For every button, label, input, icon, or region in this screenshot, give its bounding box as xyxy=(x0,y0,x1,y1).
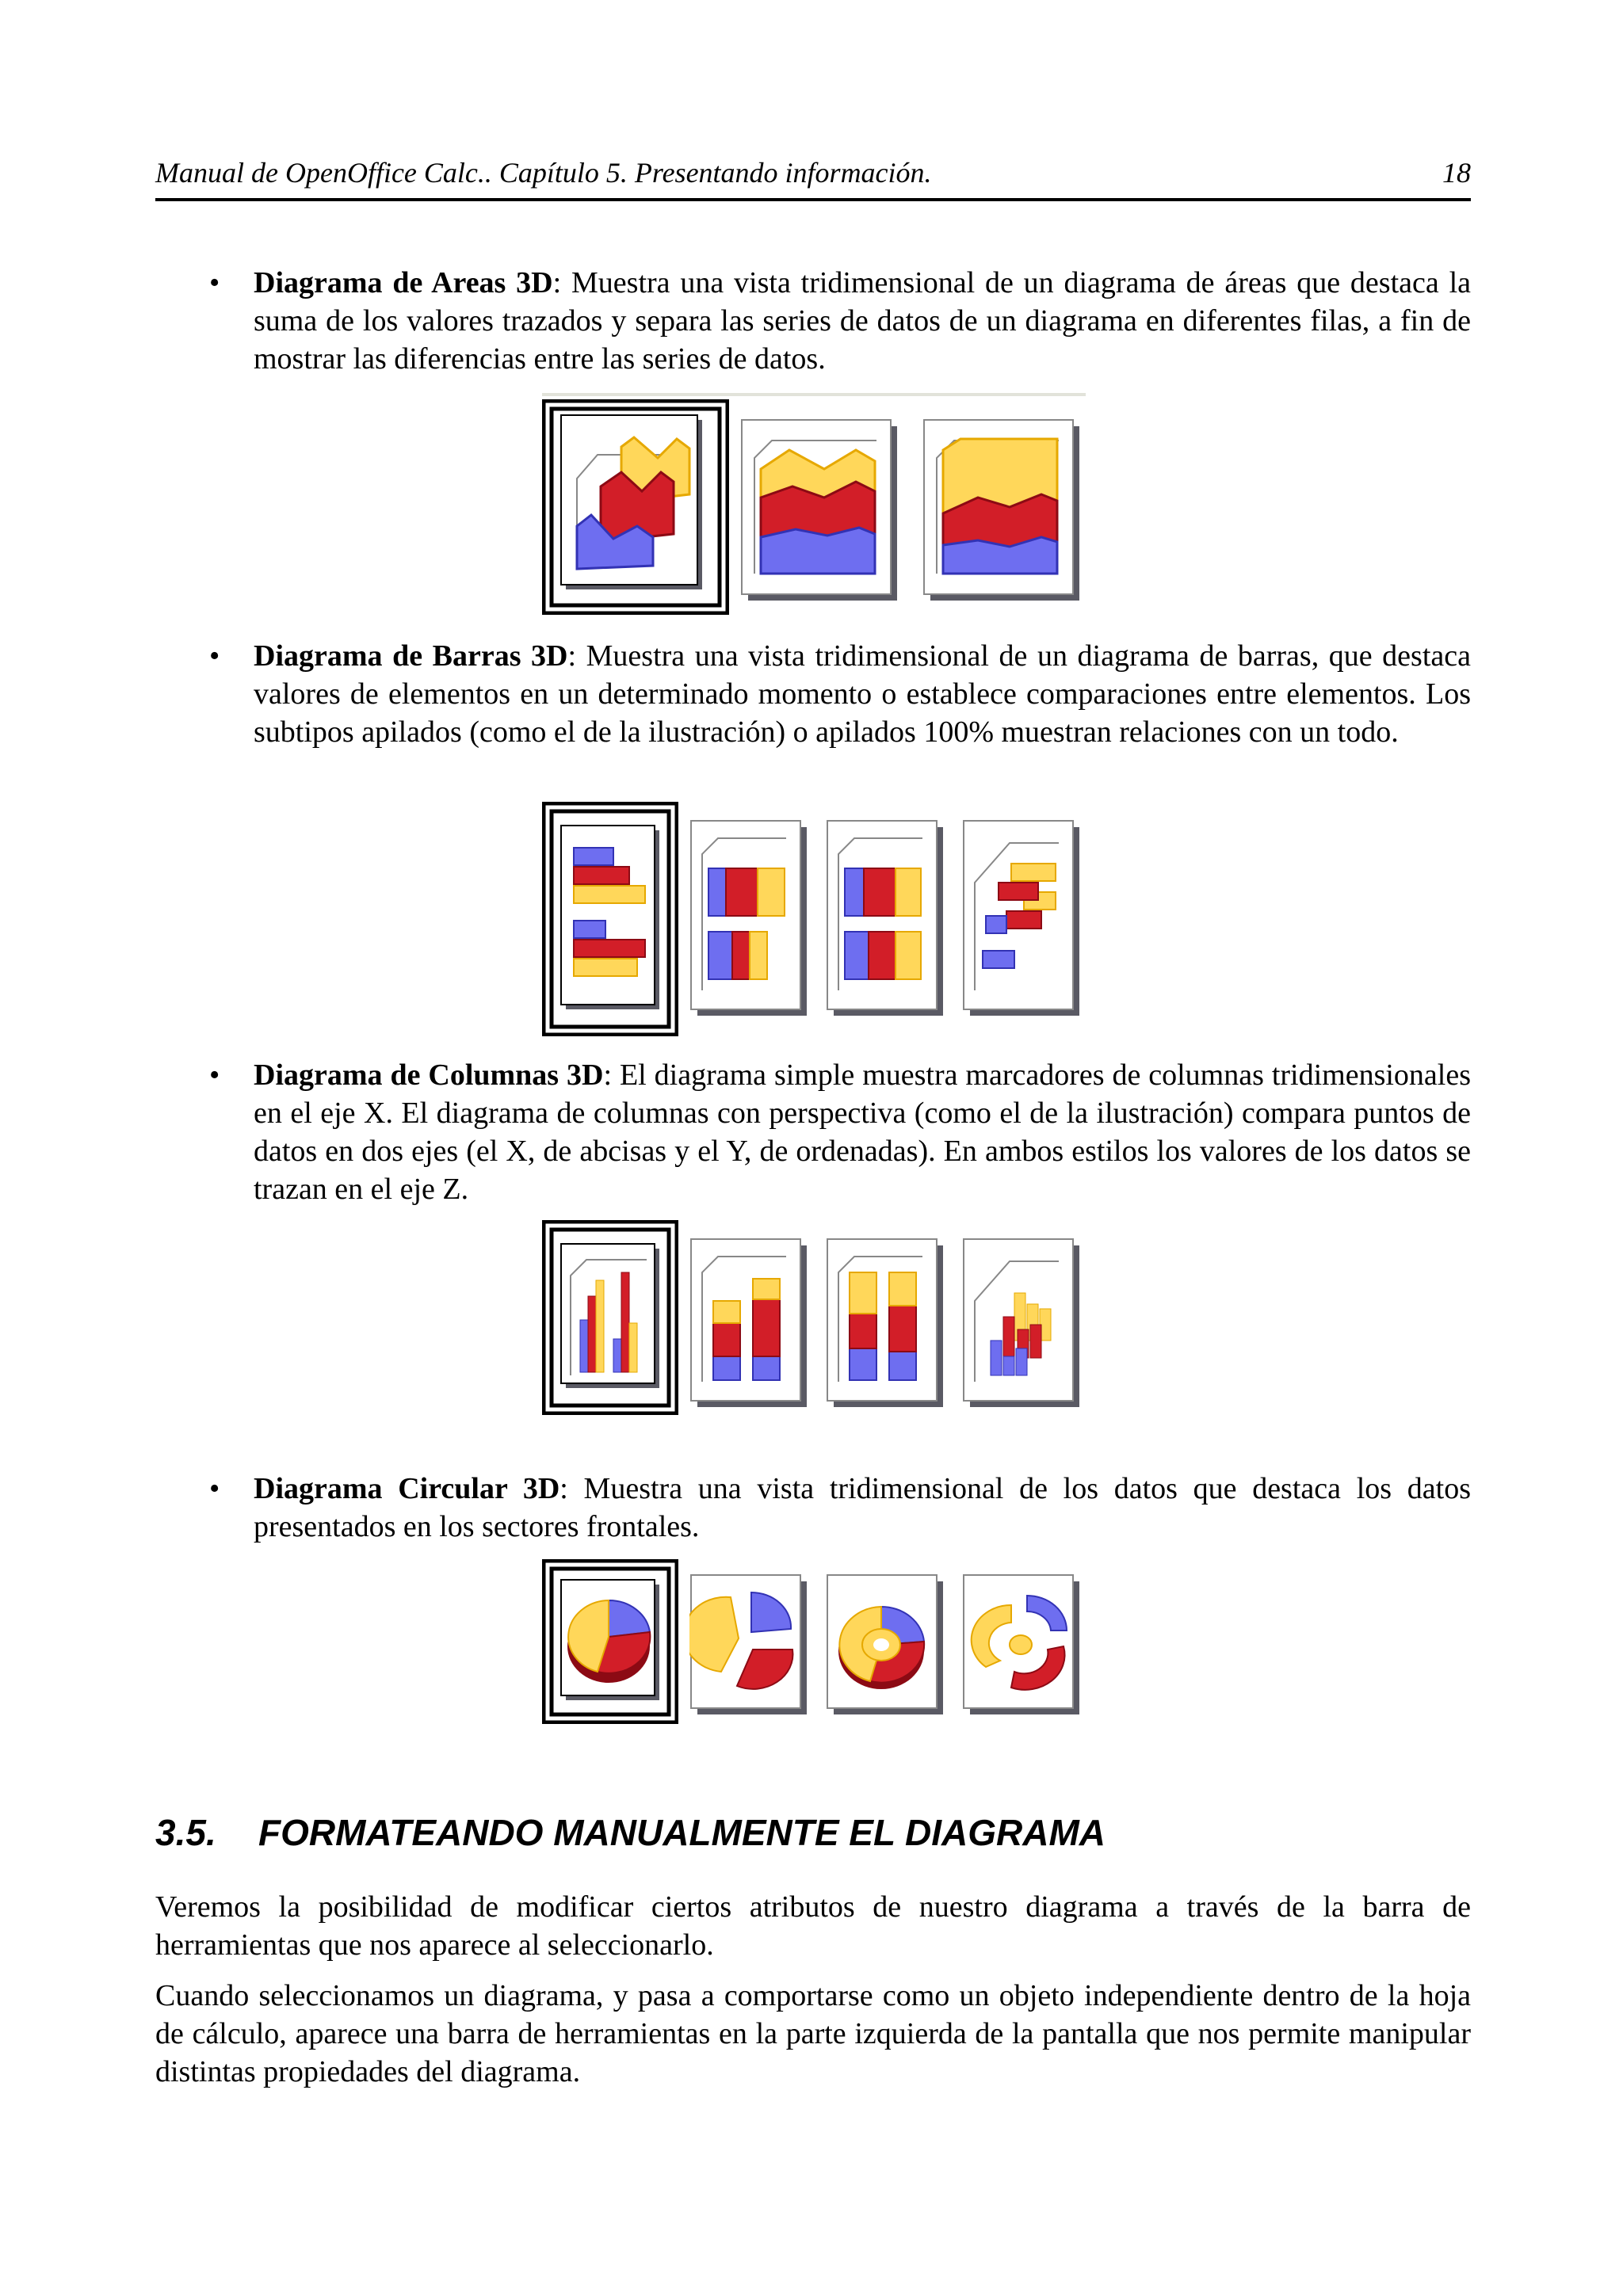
bullet-text xyxy=(254,637,1471,751)
column-3d-normal-icon[interactable] xyxy=(542,1220,678,1415)
bullet-description: : El diagrama simple muestra marcadores de columnas tridimensionales en el eje X. El diagrama de columnas con perspectiva (como el de la ilustración) compara puntos de datos en dos ejes (el X, de abcisas y el Y, de ordenadas). En ambos estilos los valores de los datos se trazan en el eje Z. xyxy=(254,1058,1471,1206)
column-3d-percent-icon[interactable] xyxy=(826,1238,945,1409)
bullet-marker: • xyxy=(209,1472,220,1505)
section-number: 3.5. xyxy=(155,1812,216,1853)
pie-3d-exploded-icon[interactable] xyxy=(689,1573,808,1716)
bullet-description: : Muestra una vista tridimensional de un diagrama de barras, que destaca valores de elementos en un determinado momento o establece comparaciones entre elementos. Los subtipos apilados (como el de la ilustración) o apilados 100% muestran relaciones con un todo. xyxy=(254,639,1471,749)
bullet-description: : Muestra una vista tridimensional de un diagrama de áreas que destaca la suma de los valores trazados y separa las series de datos de un diagrama en diferentes filas, a fin de mostrar las diferencias entre las series de datos. xyxy=(254,266,1471,376)
bullet-areas-3d xyxy=(155,264,1471,378)
area-3d-subtype-strip xyxy=(542,399,1081,615)
bar-3d-percent-icon[interactable] xyxy=(826,819,945,1017)
page-number: 18 xyxy=(1442,157,1471,189)
bullet-description: : Muestra una vista tridimensional de los datos que destaca los datos presentados en los sectores frontales. xyxy=(254,1472,1471,1543)
paragraph: Veremos la posibilidad de modificar ciertos atributos de nuestro diagrama a través de la barra de herramientas que nos aparece al seleccionarlo. xyxy=(155,1890,1471,1962)
pie-3d-subtype-strip xyxy=(542,1559,1081,1724)
donut-3d-exploded-icon[interactable] xyxy=(962,1573,1081,1716)
running-title: Manual de OpenOffice Calc.. Capítulo 5. Presentando información. xyxy=(155,157,932,189)
bullet-marker: • xyxy=(209,639,220,673)
bullet-marker: • xyxy=(209,266,220,299)
bullet-barras-3d xyxy=(155,637,1471,751)
column-3d-subtype-strip xyxy=(542,1220,1081,1415)
bullet-term: Diagrama de Barras 3D xyxy=(254,639,568,673)
area-3d-percent-icon[interactable] xyxy=(922,418,1081,602)
section-title: FORMATEANDO MANUALMENTE EL DIAGRAMA xyxy=(258,1812,1106,1853)
running-header xyxy=(155,155,1471,190)
bullet-term: Diagrama de Areas 3D xyxy=(254,266,553,299)
bar-3d-stacked-icon[interactable] xyxy=(689,819,808,1017)
column-3d-stacked-icon[interactable] xyxy=(689,1238,808,1409)
pie-3d-icon[interactable] xyxy=(542,1559,678,1724)
bullet-term: Diagrama Circular 3D xyxy=(254,1472,560,1505)
bar-3d-deep-icon[interactable] xyxy=(962,819,1081,1017)
bullet-text xyxy=(254,1470,1471,1546)
section-heading xyxy=(155,1810,1471,1855)
bullet-term: Diagrama de Columnas 3D xyxy=(254,1058,604,1092)
area-3d-deep-icon[interactable] xyxy=(542,399,729,615)
area-3d-stacked-icon[interactable] xyxy=(740,418,899,602)
strip-top-line xyxy=(542,393,1086,396)
bullet-columnas-3d xyxy=(155,1056,1471,1208)
bar-3d-normal-icon[interactable] xyxy=(542,802,678,1036)
bullet-text xyxy=(254,264,1471,378)
bullet-circular-3d xyxy=(155,1470,1471,1546)
bullet-text xyxy=(254,1056,1471,1208)
donut-3d-icon[interactable] xyxy=(826,1573,945,1716)
column-3d-deep-icon[interactable] xyxy=(962,1238,1081,1409)
paragraph: Cuando seleccionamos un diagrama, y pasa a comportarse como un objeto independiente dentro de la hoja de cálculo, aparece una barra de herramientas en la parte izquierda de la pantalla que nos permite manipular distintas propiedades del diagrama. xyxy=(155,1979,1471,2088)
header-rule xyxy=(155,198,1471,201)
bullet-marker: • xyxy=(209,1058,220,1092)
bar-3d-subtype-strip xyxy=(542,802,1081,1036)
